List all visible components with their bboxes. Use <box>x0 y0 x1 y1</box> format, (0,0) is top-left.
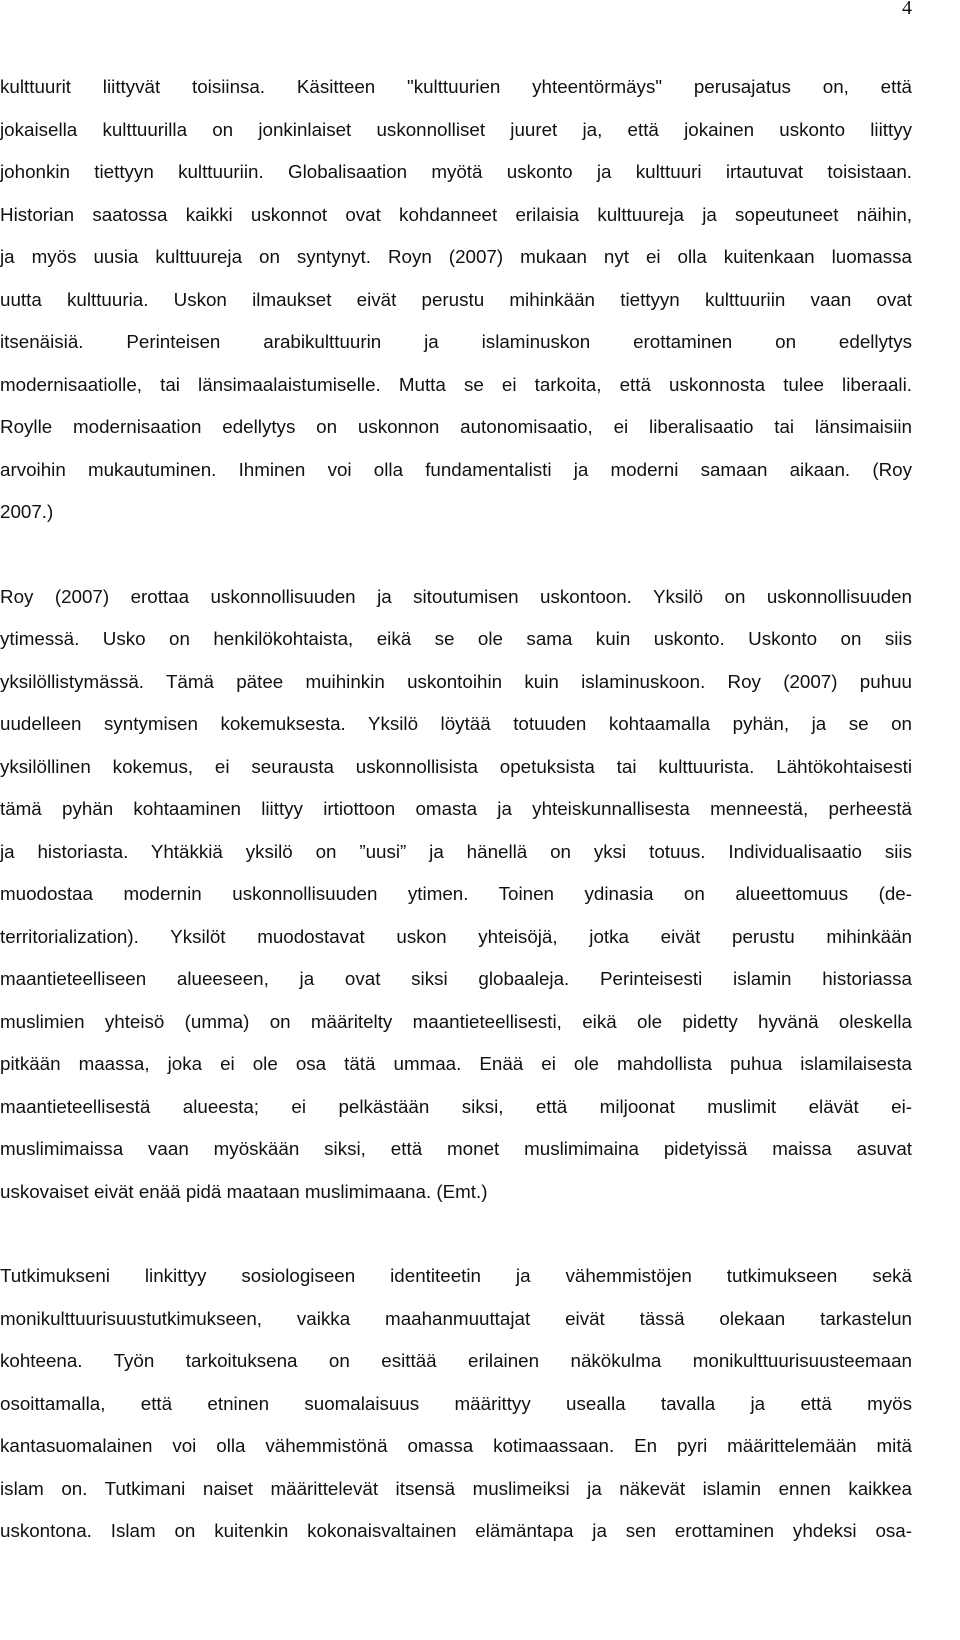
text-line: modernisaatiolle, tai länsimaalaistumiselle. Mutta se ei tarkoita, että uskonnosta tulee liberaali. <box>0 373 912 395</box>
text-line: uskontona. Islam on kuitenkin kokonaisvaltainen elämäntapa ja sen erottaminen yhdeksi osa- <box>0 1520 912 1541</box>
text-line: uudelleen syntymisen kokemuksesta. Yksilö löytää totuuden kohtaamalla pyhän, ja se on <box>0 713 912 734</box>
text-line: Roylle modernisaation edellytys on uskonnon autonomisaatio, ei liberalisaatio tai länsimaisiin <box>0 416 912 437</box>
paragraph <box>0 66 912 534</box>
text-line: kantasuomalainen voi olla vähemmistönä omassa kotimaassaan. En pyri määrittelemään mitä <box>0 1435 912 1456</box>
text-line: muslimien yhteisö (umma) on määritelty maantieteellisesti, eikä ole pidetty hyvänä oleskella <box>0 1010 912 1032</box>
text-line: yksilöllinen kokemus, ei seurausta uskonnollisista opetuksista tai kulttuurista. Lähtökohtaisesti <box>0 755 912 777</box>
text-line: ytimessä. Usko on henkilökohtaista, eikä se ole sama kuin uskonto. Uskonto on siis <box>0 628 912 649</box>
text-line: osoittamalla, että etninen suomalaisuus määrittyy usealla tavalla ja että myös <box>0 1392 912 1414</box>
text-line: Tutkimukseni linkittyy sosiologiseen identiteetin ja vähemmistöjen tutkimukseen sekä <box>0 1265 912 1286</box>
text-line: muodostaa modernin uskonnollisuuden ytimen. Toinen ydinasia on alueettomuus (de- <box>0 883 912 904</box>
text-line: kulttuurit liittyvät toisiinsa. Käsitteen "kulttuurien yhteentörmäys" perusajatus on, että <box>0 76 912 97</box>
text-line: kohteena. Työn tarkoituksena on esittää erilainen näkökulma monikulttuurisuusteemaan <box>0 1350 912 1371</box>
text-line: ja historiasta. Yhtäkkiä yksilö on ”uusi” ja hänellä on yksi totuus. Individualisaatio siis <box>0 840 912 862</box>
text-line: jokaisella kulttuurilla on jonkinlaiset uskonnolliset juuret ja, että jokainen uskonto liittyy <box>0 118 912 140</box>
text-line: ja myös uusia kulttuureja on syntynyt. Royn (2007) mukaan nyt ei olla kuitenkaan luomassa <box>0 246 912 267</box>
text-line: maantieteellisestä alueesta; ei pelkästään siksi, että miljoonat muslimit elävät ei- <box>0 1095 912 1117</box>
document-body <box>0 66 912 1595</box>
text-line: pitkään maassa, joka ei ole osa tätä ummaa. Enää ei ole mahdollista puhua islamilaisesta <box>0 1053 912 1074</box>
text-line: islam on. Tutkimani naiset määrittelevät itsensä muslimeiksi ja näkevät islamin ennen kaikkea <box>0 1477 912 1499</box>
paragraph <box>0 576 912 1214</box>
text-line: muslimimaissa vaan myöskään siksi, että monet muslimimaina pidetyissä maissa asuvat <box>0 1138 912 1159</box>
text-line: Historian saatossa kaikki uskonnot ovat kohdanneet erilaisia kulttuureja ja sopeutuneet näihin, <box>0 203 912 225</box>
paragraph <box>0 1255 912 1553</box>
text-line: Roy (2007) erottaa uskonnollisuuden ja sitoutumisen uskontoon. Yksilö on uskonnollisuuden <box>0 585 912 607</box>
text-line: arvoihin mukautuminen. Ihminen voi olla fundamentalisti ja moderni samaan aikaan. (Roy <box>0 458 912 480</box>
text-line: johonkin tiettyyn kulttuuriin. Globalisaation myötä uskonto ja kulttuuri irtautuvat toisistaan. <box>0 161 912 182</box>
text-line: uutta kulttuuria. Uskon ilmaukset eivät perustu mihinkään tiettyyn kulttuuriin vaan ovat <box>0 288 912 310</box>
text-line: maantieteelliseen alueeseen, ja ovat siksi globaaleja. Perinteisesti islamin historiassa <box>0 968 912 989</box>
text-line: territorialization). Yksilöt muodostavat uskon yhteisöjä, jotka eivät perustu mihinkään <box>0 925 912 947</box>
page-number: 4 <box>902 0 912 19</box>
text-line: itsenäisiä. Perinteisen arabikulttuurin ja islaminuskon erottaminen on edellytys <box>0 331 912 352</box>
text-line: tämä pyhän kohtaaminen liittyy irtiottoon omasta ja yhteiskunnallisesta menneestä, perheestä <box>0 798 912 819</box>
text-line: monikulttuurisuustutkimukseen, vaikka maahanmuuttajat eivät tässä olekaan tarkastelun <box>0 1307 912 1329</box>
text-line: 2007.) <box>0 501 54 522</box>
text-line: uskovaiset eivät enää pidä maataan muslimimaana. (Emt.) <box>0 1180 488 1202</box>
text-line: yksilöllistymässä. Tämä pätee muihinkin uskontoihin kuin islaminuskoon. Roy (2007) puhuu <box>0 670 912 692</box>
